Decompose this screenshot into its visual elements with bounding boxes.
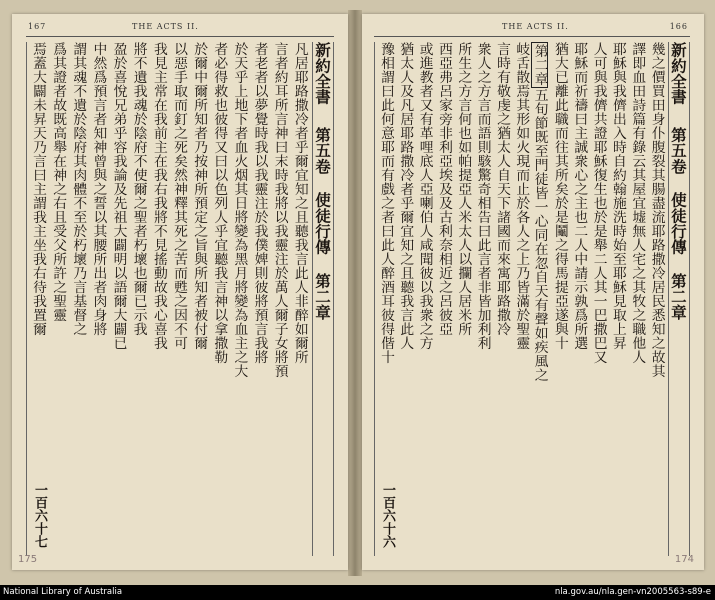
right-volume: 第五卷: [668, 126, 688, 174]
right-text-column: 或進教者又有革哩底人亞喇伯人咸聞彼以我衆之方: [416, 42, 433, 350]
left-page: [12, 14, 348, 570]
left-page-number-header: 167: [28, 22, 47, 31]
right-text-column: 猶大已離此職而往其所矣於是鬮之得馬提亞遂與十: [551, 42, 568, 350]
archive-url: nla.gov.au/nla.gen-vn2005563-s89-e: [554, 587, 711, 597]
right-text-column: 猶太人及凡居耶路撒冷者乎爾宜知之且聽我言此人: [397, 42, 414, 350]
book-gutter: [348, 10, 362, 576]
library-credit: National Library of Australia: [3, 587, 123, 597]
left-text-column: 者必得救也彼得又曰以色列人乎宜聽我言神以拿撒勒: [211, 42, 228, 364]
left-text-column: 盈於喜悅兄弟乎容我論及先祖大闢明以語爾大闢已: [110, 42, 127, 350]
left-pencil-note: 175: [18, 554, 38, 565]
right-page: [362, 14, 704, 570]
left-text-column: 於爾中爾所知者乃按神所預定之旨與所知者被付爾: [191, 42, 208, 350]
left-text-column: 於天乎上地下者血火烟其日將變為黑月將變為血主之大: [231, 42, 248, 378]
right-book-title: 新約全書: [668, 42, 688, 105]
left-title-column: [312, 42, 330, 556]
left-volume: 第五卷: [312, 126, 332, 174]
right-text-column: 豫相謂曰此何意耶而有戲之者曰此人醉酒耳彼得偕十: [378, 42, 394, 364]
left-text-column: 焉蓋大闢未昇天乃言曰主謂我主坐我右待我置爾: [30, 42, 46, 336]
left-text-column: 以惡手取而釘之死矣然神釋其死之苦而甦之因不可: [170, 42, 187, 350]
right-text-column: 言時有敬虔之猶太人自天下諸國而來寓耶路撒冷: [493, 42, 510, 336]
chapter-opening-text: 五旬節既至門徒皆一心同在忽自天有聲如疾風之: [531, 88, 548, 382]
left-chapter: 第二章: [312, 272, 332, 320]
right-text-column: 譯即血田詩篇有錄云其屋宜墟無人宅之其牧之職他人: [629, 42, 646, 364]
right-text-column: 西亞弗呂家旁非利亞埃及及古利奈相近之呂彼亞: [435, 42, 452, 336]
right-running-head: THE ACTS II.: [502, 22, 569, 31]
right-text-column: 衆人之方言而語則駭驚奇相告曰此言者非皆加利利: [474, 42, 491, 350]
left-text-area: [26, 42, 334, 556]
right-text-column: 岐舌散焉其形如火現而止於各人之上乃皆滿於聖靈: [513, 42, 530, 350]
left-header-rule: [26, 36, 334, 37]
right-text-column: 幾之價買田身仆腹裂其腸盡流耶路撒冷居民悉知之故其: [648, 42, 665, 378]
right-text-area: [374, 42, 690, 556]
left-book-name: 使徒行傳: [312, 191, 332, 255]
left-text-column: 謂其魂不遺於陰府其肉體不至於朽壞乃言基督之: [70, 42, 87, 336]
right-book-name: 使徒行傳: [668, 191, 688, 255]
left-text-column: 中然爲預言者知神曾與之誓以其腰所出者肉身將: [90, 42, 107, 336]
right-text-column: 人可與我儕共證耶穌復生也於是舉二人其一巴撒巴又: [590, 42, 607, 364]
right-chapter: 第二章: [668, 272, 688, 320]
right-text-column: 所生之方言何也如帕提亞人米太人以攔人居米所: [455, 42, 472, 336]
right-text-column: 耶穌而祈禱曰主誠衆心之主也二人中請示孰爲所選: [571, 42, 588, 350]
attribution-bar: [0, 585, 715, 600]
right-page-number: 一百六十六: [380, 483, 395, 548]
left-text-column: 凡居耶路撒冷者乎爾宜知之且聽我言此人非醉如爾所: [291, 42, 308, 364]
left-text-column: 爲其證者故既高舉在神之右且受父所許之聖靈: [50, 42, 67, 322]
left-text-column: 者老者以夢覺時我以我靈注於我僕婢則彼將預言我將: [251, 42, 268, 364]
left-running-head: THE ACTS II.: [132, 22, 199, 31]
right-title-column: [668, 42, 686, 556]
right-text-column: [533, 42, 548, 556]
right-page-number-header: 166: [669, 22, 688, 31]
right-pencil-note: 174: [674, 554, 694, 565]
left-book-title: 新約全書: [312, 42, 332, 105]
left-text-column: 言者約耳所言神曰末時我將以我靈注於萬人爾子女將預: [271, 42, 288, 378]
right-header-rule: [374, 36, 690, 37]
left-text-column: 我見主常在我前主在我右我將不見搖動故我心喜我: [150, 42, 167, 350]
right-text-column: 耶穌與我儕出入時自約翰施洗時始至耶穌見取上昇: [609, 42, 626, 350]
chapter-mark: 第二章: [531, 44, 548, 86]
left-text-column: 將不遺我魂於陰府不使爾之聖者朽壞也爾已示我: [130, 42, 147, 336]
left-page-number: 一百六十七: [32, 483, 47, 548]
